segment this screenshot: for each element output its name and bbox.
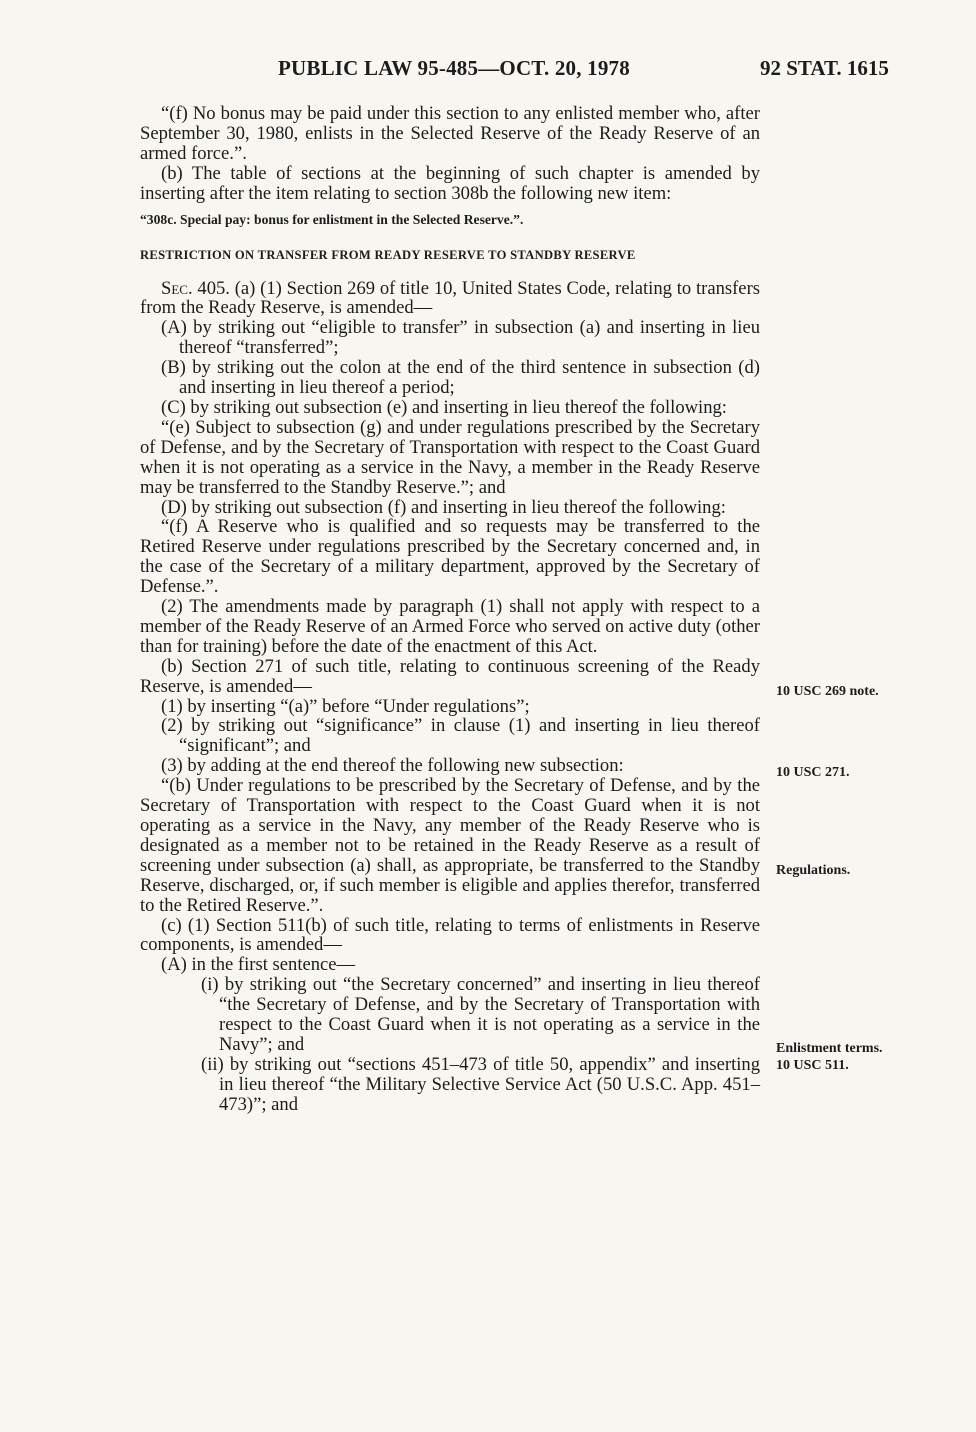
body-text <box>140 104 760 1115</box>
clause-c-A: (A) in the first sentence— <box>161 954 356 976</box>
margin-note-enlistment-terms: Enlistment terms. <box>776 1041 883 1056</box>
clause-a-A: (A) by striking out “eligible to transfer” in subsection (a) and inserting in lieu thereof “transferred”; <box>161 317 760 359</box>
paragraph-bonus-restriction: “(f) No bonus may be paid under this section to any enlisted member who, after September 30, 1980, enlists in the Selected Reserve of the Ready Reserve of an armed force.”. <box>140 103 760 164</box>
clause-a-C: (C) by striking out subsection (e) and inserting in lieu thereof the following: <box>161 396 727 418</box>
clause-c-i: (i) by striking out “the Secretary concerned” and inserting in lieu thereof “the Secretary of Defense, and by the Secretary of Transportation with respect to the Coast Guard when it is not operating as a service in the Navy”; and <box>201 974 760 1055</box>
paragraph-a-2: (2) The amendments made by paragraph (1) shall not apply with respect to a member of the Ready Reserve of an Armed Force who served on active duty (other than for training) before the date of the enactment of this Act. <box>140 596 760 657</box>
section-405-intro <box>140 279 760 319</box>
margin-note-10-usc-269: 10 USC 269 note. <box>776 684 879 699</box>
clause-b-2: (2) by striking out “significance” in clause (1) and inserting in lieu thereof “significant”; and <box>161 715 760 757</box>
clause-c-ii: (ii) by striking out “sections 451–473 of title 50, appendix” and inserting in lieu thereof “the Military Selective Service Act (50 U.S.C. App. 451–473)”; and <box>201 1053 760 1115</box>
section-405-text: 405. (a) (1) Section 269 of title 10, United States Code, relating to transfers from the Ready Reserve, is amended— <box>140 277 760 319</box>
running-header-title: PUBLIC LAW 95-485—OCT. 20, 1978 <box>278 56 630 80</box>
new-section-item: “308c. Special pay: bonus for enlistment in the Selected Reserve.”. <box>140 211 524 227</box>
statute-page-number: 92 STAT. 1615 <box>760 56 889 80</box>
paragraph-c: (c) (1) Section 511(b) of such title, relating to terms of enlistments in Reserve components, is amended— <box>140 914 760 956</box>
clause-b-1: (1) by inserting “(a)” before “Under regulations”; <box>161 695 530 717</box>
margin-note-10-usc-271: 10 USC 271. <box>776 765 850 780</box>
section-heading: RESTRICTION ON TRANSFER FROM READY RESERVE TO STANDBY RESERVE <box>140 247 636 262</box>
margin-note-10-usc-511: 10 USC 511. <box>776 1058 849 1073</box>
margin-note-regulations: Regulations. <box>776 863 851 878</box>
section-label: Sec. <box>161 277 193 299</box>
paragraph-table-of-sections: (b) The table of sections at the beginning of such chapter is amended by inserting after the item relating to section 308b the following new item: <box>140 162 760 204</box>
clause-a-D: (D) by striking out subsection (f) and inserting in lieu thereof the following: <box>161 496 726 518</box>
clause-b-3: (3) by adding at the end thereof the following new subsection: <box>161 755 624 777</box>
paragraph-b: (b) Section 271 of such title, relating to continuous screening of the Ready Reserve, is amended— <box>140 655 760 697</box>
quoted-subsection-f: “(f) A Reserve who is qualified and so requests may be transferred to the Retired Reserve under regulations prescribed by the Secretary concerned and, in the case of the Secretary of a military department, approved by the Secretary of Defense.”. <box>140 516 760 598</box>
quoted-subsection-b: “(b) Under regulations to be prescribed by the Secretary of Defense, and by the Secretary of Transportation with respect to the Coast Guard when it is not operating as a service in the Navy, any member of the Ready Reserve who is designated as a member not to be retained in the Ready Reserve as a result of screening under subsection (a) shall, as appropriate, be transferred to the Standby Reserve, discharged, or, if such member is eligible and applies therefor, transferred to the Retired Reserve.”. <box>140 775 760 916</box>
quoted-subsection-e: “(e) Subject to subsection (g) and under regulations prescribed by the Secretary of Defense, and by the Secretary of Transportation with respect to the Coast Guard when it is not operating as a service in the Navy, a member in the Ready Reserve may be transferred to the Standby Reserve.”; and <box>140 416 760 498</box>
clause-a-B: (B) by striking out the colon at the end of the third sentence in subsection (d) and inserting in lieu thereof a period; <box>161 357 760 399</box>
